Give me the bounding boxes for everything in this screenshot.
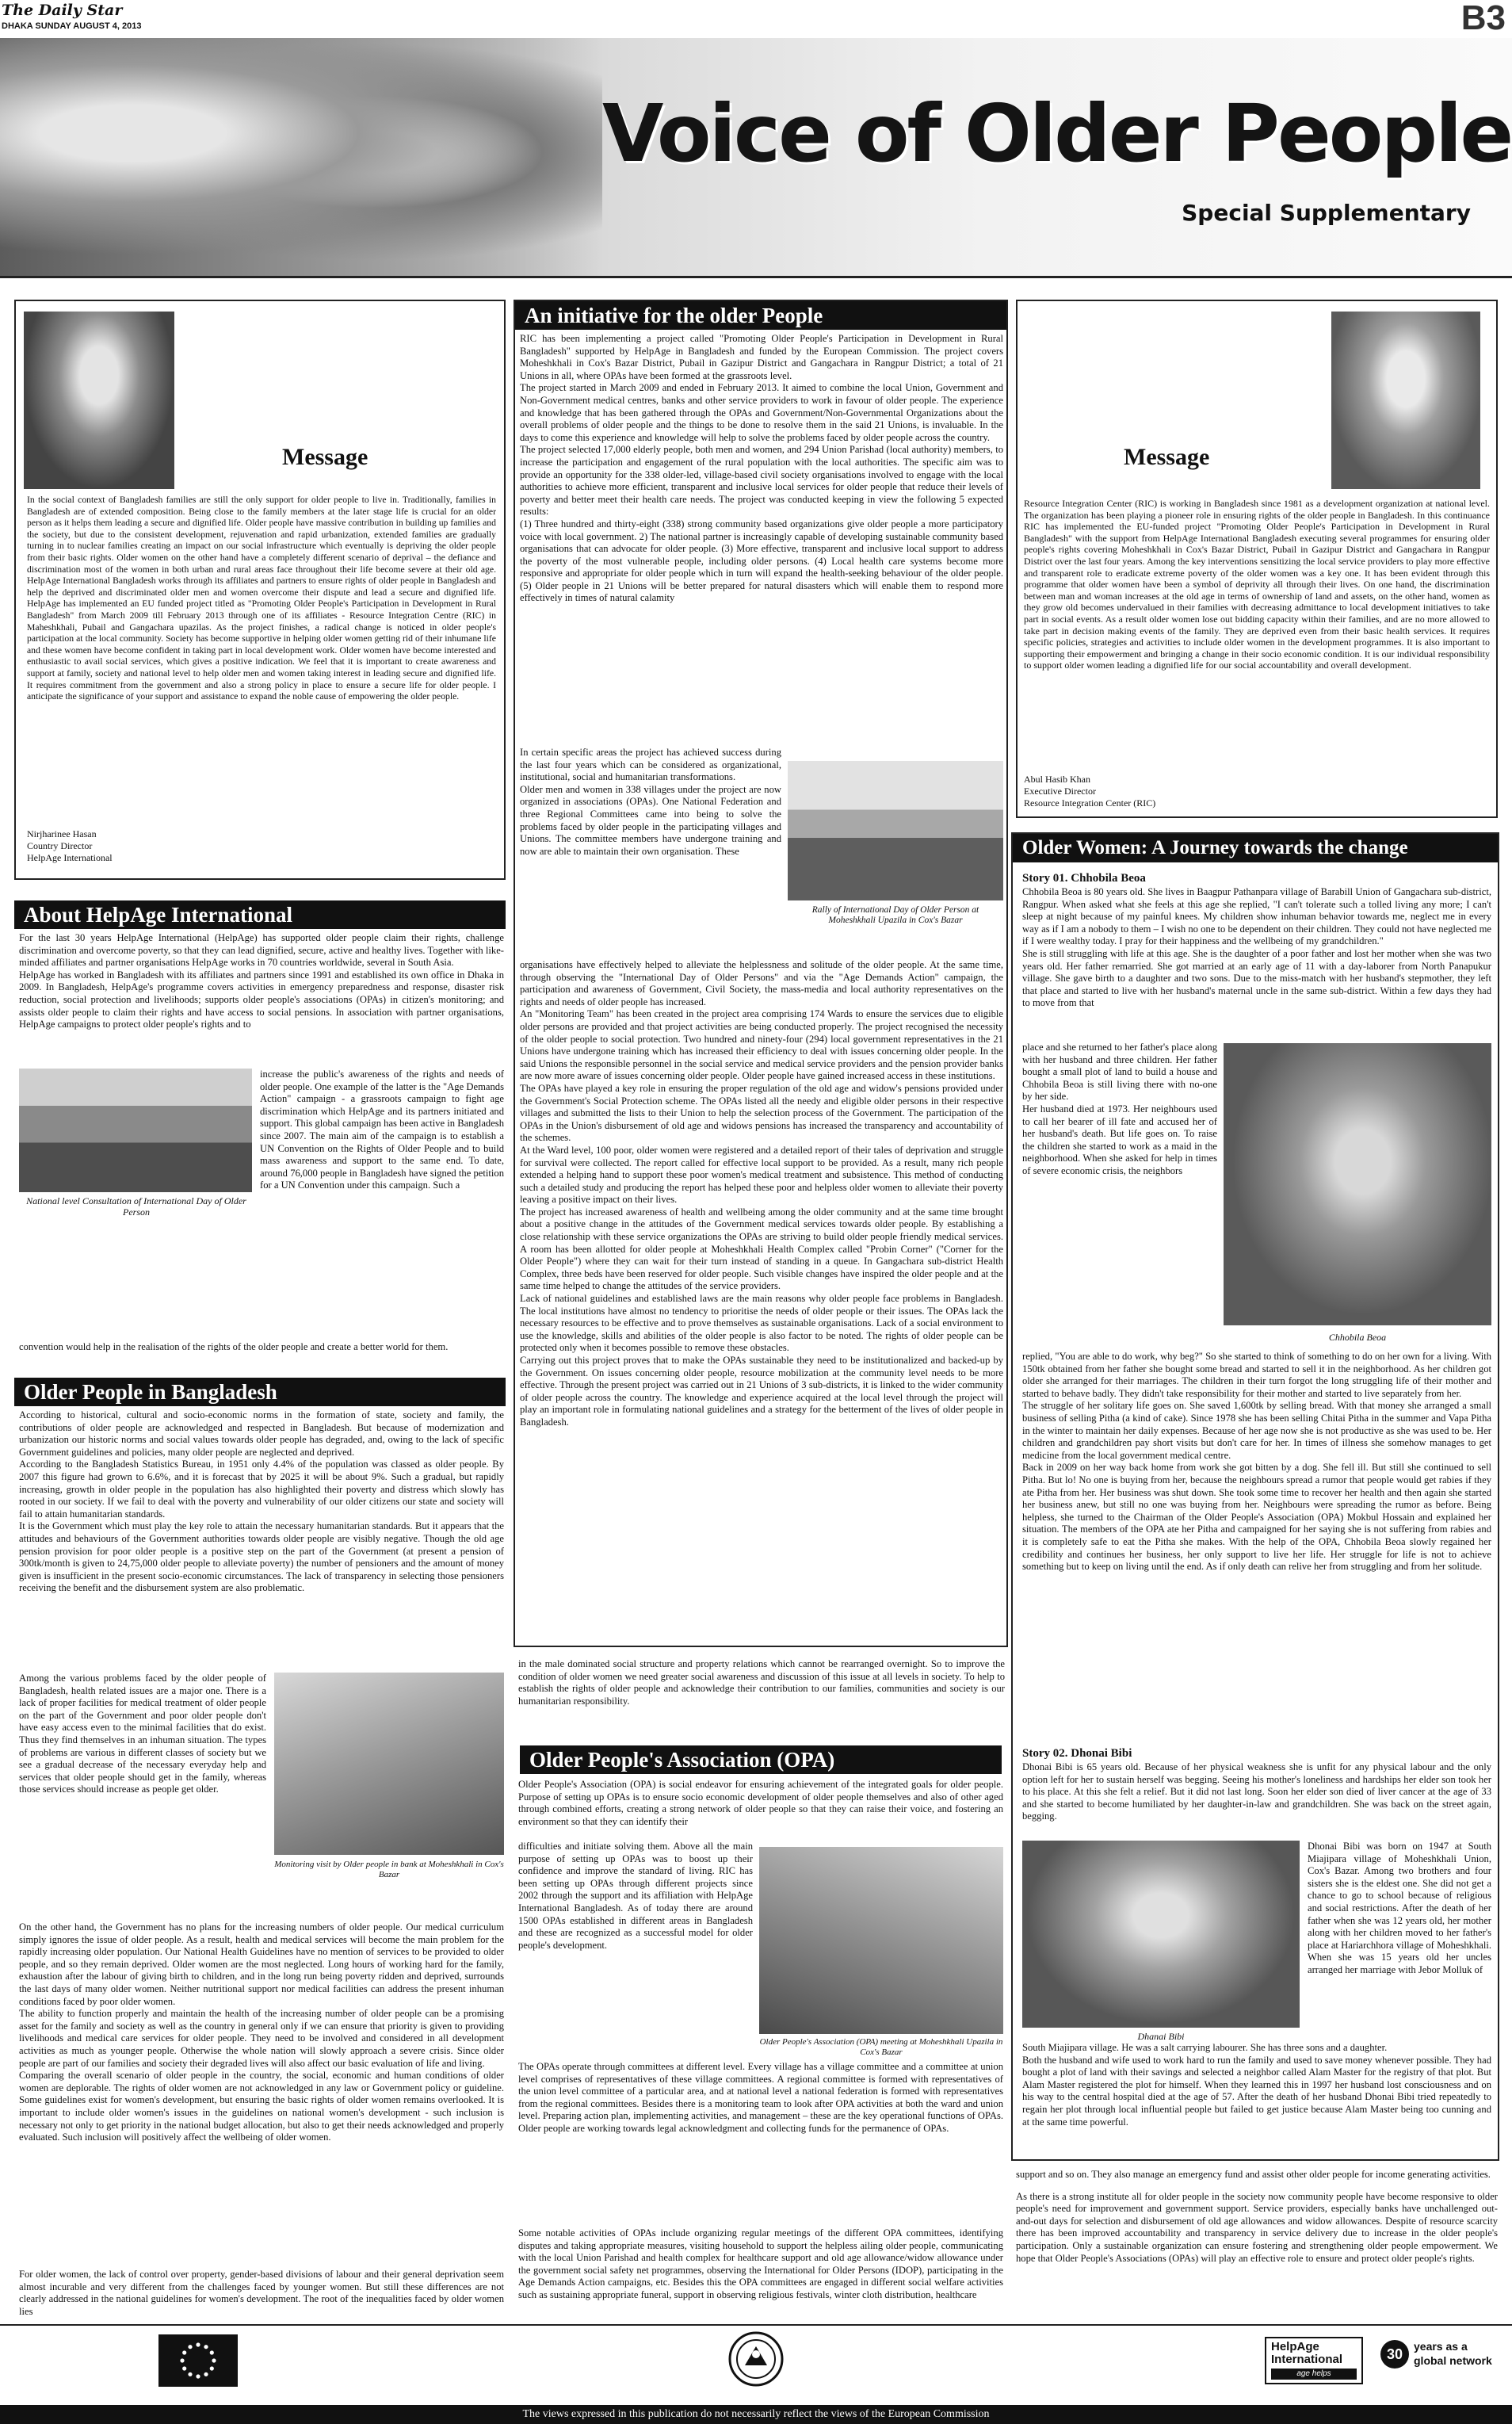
story1-paragraph: She is still struggling with life at this age. She is the daughter of a poor father and lost her mother when she was two years old. Her father remarried. She got married at an early age of 11 with a day-laborer from North Panapukur village. She gave birth to a daughter and two sons. Due to the miss-match with her husband's stepmother, they left that place and started to live with her husband's maternal uncle in the same sub-district. Within a few days they had to move from that [1022,947,1491,1009]
signature-title: Country Director [27,840,93,851]
initiative-paragraph: The project selected 17,000 elderly people, both men and women, and 294 Union Parishad (local authority) members, to increase the participation and engagement of the rural population with the local authorities. The specific aim was to provide an opportunity for the 338 older-led, village-based civil society organisations involved to engage with the local authorities to achieve more efficient, transparent and inclusive local services for older people that reduce their levels of poverty and better meet their health care needs. The project was conducted keeping in view the following 5 expected results: [520,444,1003,518]
about-heading: About HelpAge International [14,900,506,929]
older-bd-heading: Older People in Bangladesh [14,1378,506,1406]
message-left-body: In the social context of Bangladesh families are still the only support for older people to live in. Traditionally, families in Bangladesh are of extended composition. Being close to the family members at the later stage life is crucial for an older person as it helps them leading a secure and dignified life. Older people have massive contribution in building up families and the society, but due to the consistent development, rejuvenation and rapid urbanization, extended families are gradually turning in to nuclear families creating an impact on our social infrastructure which eventually is depriving the older people from their basic rights. Older women on the other hand have a completely different scenario of deprival – the defiance and discrimination most of the women in both urban and rural areas face throughout their life become severe at their old age. HelpAge International Bangladesh works through its affiliates and partners to ensure rights of older people in Bangladesh and help the deprived and discriminated older men and women overcome their dispute and lead a secure and dignified life. HelpAge has implemented an EU funded project titled as "Promoting Older People's Participation in Development in Rural Bangladesh" from March 2009 till February 2013 through one of its affiliates - Resource Integration Centre (RIC) in Maheshkhali, Pubail and Gangachara upazilas. As the project finishes, a radical change is noticed in older people's participation at the local community. Society has become supportive in helping older women getting rid of their inhumane life and these women have become confident in taking part in local development work. Older women have become interested and enthusiastic to avail social services, which gives a positive indication. We feel that it is important to create awareness and support at family, society and national level to help older men and women taking interest in leading secure and dignified life. It requires commitment from the government and also a strong policy in place to ensure a secure life for older people. I anticipate the significance of your support and assistance to expand the noble cause of empowering the older people. [27,495,496,702]
story2-body-bottom [1022,2042,1491,2153]
disclaimer-text: The views expressed in this publication do not necessarily reflect the views of the European Commission [522,2408,990,2420]
opa-continued [1016,2169,1498,2319]
initiative-paragraph: RIC has been implementing a project called "Promoting Older People's Participation in Development in Rural Bangladesh" supported by HelpAge in Bangladesh and funded by the European Commission. The project covers Moheshkhali in Cox's Bazar District, Pubail in Gazipur District and Gangachara in Rangpur District; a total of 21 Unions in all, where OPAs have been formed at the grassroots level. [520,333,1003,381]
opa-body-bottom: Some notable activities of OPAs include organizing regular meetings of the different OPA committees, identifying disputes and taking appropriate measures, visiting household to support the helpless ailing older people, communicating with the local Union Parishad and health complex for healthcare support and old age allowance/widow allowance under the government social safety net programmes, observing the International for Older Persons (IDOP), participating in the Age Demands Action campaigns, etc. Besides this the OPA committees are engaged in different social welfare activities such as sustaining appropriate funeral, support in observing religious festivals, winter cloth distribution, healthcare [518,2227,1003,2300]
older-bd-paragraph: According to historical, cultural and socio-economic norms in the formation of state, society and family, the contributions of older people are acknowledged and respected in Bangladesh. But because of modernization and urbanization our historic norms and social values towards older people has degraded, and, owing to the lack of specific Government guidelines and policies, many older people are neglected and deprived. [19,1409,504,1458]
signature-org: Resource Integration Center (RIC) [1024,797,1156,809]
caption-national-consultation: National level Consultation of International Day of Older Person [26,1195,246,1218]
story2-body-wrap: Dhonai Bibi was born on 1947 at South Miajipara village of Moheshkhali Union, Cox's Bazar. Among two brothers and four sisters she is the eldest one. She did not get a chance to go to school because of religious and social restrictions. After the death of her father when she was 12 years old, her mother along with her children moved to her father's place at Hariarchhora village of Moheshkhali. When she was 15 years old her uncles arranged her marriage with Jebor Molluk of [1308,1841,1491,1975]
about-body-end: convention would help in the realisation of the rights of the older people and create a better world for them. [19,1341,449,1352]
story1-paragraph: replied, "You are able to do work, why beg?" So she started to think of something to do on her own for a living. With 150tk obtained from her father she bought some bread and started to sell it in the neighborhood. As her children got older she arranged for their marriages. The children in their turn forgot the long struggling life of their mother and started to behave badly. They didn't take responsibility for their mother and started to live separately from her. [1022,1351,1491,1399]
story1-paragraph: Back in 2009 on her way back home from work she got bitten by a dog. She fell ill. But still she continued to sell Pitha. But lo! No one is buying from her, because the neighbours spread a rumor that people would get rabies if they ate Pitha from her. Her business was shut down. She took some time to recover her health and then again she started her business anew, but still no one was buying from her. Neighbours were spreading the rumor as before. Being helpless, she turned to the Chairman of the Older People's Association (OPA) Mokbul Hossain and explained her situation. The members of the OPA ate her Pitha and campaigned for her saying she is not suffering from rabies and it is completely safe to eat the Pitha she makes. With the help of the OPA, Chhobila Beoa slowly regained her credibility and continues her business, her only support to live her life. Her struggle for life is not to achieve something but to keep on living until the end. As if only death can relive her from struggling and from her solitude. [1022,1462,1491,1573]
helpage-tagline: age helps [1271,2369,1357,2380]
page-number: B3 [1460,0,1506,37]
initiative-paragraph: An "Monitoring Team" has been created in the project area comprising 174 Wards to ensure the services due to eligible older persons are provided and that project activities are being conducted properly. The project recognised the necessity of the older people to social protection. Two hundred and ninety-four (294) local government representatives in the 21 Unions have undergone training which has increased their efficiency to deal with issues concerning older people. In the said Unions the responsible personnel in the social service and medical service providers and the pension provider banks are now more aware of issues concerning older people. Older people have gained increased access in these institutions. [520,1008,1003,1082]
older-bd-body-top [19,1409,504,1671]
initiative-heading: An initiative for the older People [515,301,1006,330]
eu-flag-logo [158,2334,238,2387]
story1-body-bottom [1022,1351,1491,1734]
photo-dhonai-bibi [1022,1841,1300,2028]
story1-paragraph: Chhobila Beoa is 80 years old. She lives in Baagpur Pathanpara village of Barabill Union of Gangachara sub-district, Rangpur. When asked what she feels at this age she replied, "I can't tolerate such a tolled living any more; I can't sleep at night because of my painful knees. My children show inhuman behavior towards me, neglect me in every way as if I am a nobody to them – I wish no one to be dependent on their children. They could not have neglected me if I were wealthy today. I pray for their happiness and the wellbeing of my grandchildren." [1022,886,1491,947]
about-paragraph: For the last 30 years HelpAge International (HelpAge) has supported older people claim their rights, challenge discrimination and overcome poverty, so that they can lead dignified, secure, active and healthy lives. Together with like-minded affiliates and partner organisations HelpAge works in 70 countries worldwide, several in South Asia. [19,932,504,969]
initiative-body-bottom [520,959,1003,1641]
older-bd-body-wrap: Among the various problems faced by the older people of Bangladesh, health related issues are a major one. There is a lack of proper facilities for medical treatment of older people on the part of the Government and poor older people don't have easy access even to the minimal facilities that do exist. Thus they find themselves in an inhuman situation. The types of problems are various in different classes of society but we see a gradual decrease of the necessary everyday help and services that older people should get in the family, whereas those services should increase as people get older. [19,1673,266,1795]
opa-heading: Older People's Association (OPA) [520,1745,1002,1774]
initiative-paragraph: organisations have effectively helped to alleviate the helplessness and solitude of the older people. At the same time, through observing the "International Day of Older Persons" and via the "Age Demands Action" campaign, the participation and awareness of Government, Civil Society, the mass-media and local authority representatives on the rights and needs of older people has increased. [520,959,1003,1007]
initiative-paragraph: Older men and women in 338 villages under the project are now organized in associations (OPAs). One National Federation and three Regional Committees came into being to solve the problems faced by older people in the participating villages and Unions. The committee members have undergone training and now are able to maintain their own organisation. These [520,783,781,857]
initiative-paragraph: The OPAs have played a key role in ensuring the proper regulation of the old age and widow's pensions provided under the Government's Social Protection scheme. The OPAs listed all the needy and eligible older persons in their respective villages and submitted the lists to their Union to help the selection process of the Government. The participation of the OPAs in the Union's disbursement of old age and widows pensions has increased the transparency and accountability of the schemes. [520,1082,1003,1144]
story1-body-top [1022,886,1491,1042]
story1-body-wrap [1022,1042,1217,1351]
initiative-body-top [520,333,1003,747]
photo-rally [788,761,1003,900]
older-bd-paragraph: The ability to function properly and maintain the health of the increasing number of older people can be a promising asset for the family and society as well as the country in general only if we can ensure that priority is given to providing livelihoods and medical care services for older people. They need to be involved and considered in all development activities as much as younger people. Otherwise the whole nation will slowly approach a severe crisis. Since older people are part of our families and society their degraded lives will also affect our basic evaluation of life and living. [19,2008,504,2069]
story1-paragraph: The struggle of her solitary life goes on. She saved 1,600tk by selling bread. With that money she arranged a small business of selling Pitha (a kind of cake). Since 1978 she has been selling Chitai Pitha in the summer and Vapa Pitha in the winter to maintain her daily expenses. Because of her age now she is not productive as she was used to be. Her children and grandchildren pay short visits but don't care for her. In times of illness she somehow manages to get medicine from the local government medical centre. [1022,1400,1491,1461]
older-bd-body-last: For older women, the lack of control over property, gender-based divisions of labour and their general deprivation seem almost incurable and very different from the challenges faced by younger women. But still these differences are not clearly addressed in the national guidelines for women's development. The root of the inequalities faced by older women lies [19,2269,504,2317]
signature-title: Executive Director [1024,786,1096,797]
banner-photo-collage [0,38,602,276]
photo-chhobila-beoa [1224,1043,1491,1325]
signature-name: Nirjharinee Hasan [27,828,97,839]
banner [0,38,1512,276]
initiative-paragraph: The project started in March 2009 and ended in February 2013. It aimed to combine the local Union, Government and Non-Government medical centres, banks and other service providers to work in favour of older people. The experience and knowledge that has been gathered through the OPAs and Government/Non-Governmental Organizations about the overall problems of older people and the things to be done to resolve them in the said 21 Unions, is invaluable. In the days to come this experience and knowledge will help to solve the problems faced by older people across the country. [520,382,1003,443]
older-bd-continued: in the male dominated social structure and property relations which cannot be rearranged overnight. So to improve the condition of older women we need greater social awareness and discussion of this issue at all levels in society. To help to establish the rights of older people and acknowledge their contribution to our families, communities and society is our humanitarian responsibility. [518,1658,1005,1707]
about-body-top [19,932,504,1067]
photo-national-consultation [19,1069,252,1192]
portrait-nirjharinee-hasan [24,312,174,489]
story1-paragraph: place and she returned to her father's place along with her husband and three children. Her father bought a small plot of land to build a house and Chhobila Beoa is still living there with no-one by her side. [1022,1042,1217,1103]
eu-stars-icon [158,2334,238,2387]
older-bd-paragraph: On the other hand, the Government has no plans for the increasing numbers of older people. Our medical curriculum simply ignores the issue of older people. As a result, health and medical services will become the main problem for the rapidly increasing older population. Our National Health Guidelines have no mention of services to be provided to older people, and so they remain deprived. Older women are the most neglected. Long hours of working hard for the family, exhaustion after the labour of giving birth to children, and in the long run being poverty ridden and deprived, surrounds the last days of many older women. Neither nutritional support nor medical facilities can address the present inhuman conditions faced by poor older women. [19,1921,504,2007]
photo-monitoring-visit [274,1673,504,1855]
older-bd-paragraph: It is the Government which must play the key role to attain the necessary humanitarian standards. But it appears that the attitudes and behaviours of the Government authorities towards older people are visibly negative. Though the old age pension provision for poor older people is a positive step on the part of the Government (at present a pension of 300tk/month is given to 24,75,000 older people to alleviate poverty) the number of pensioners and the amount of money given is insufficient in the present socio-economic circumstances. The lack of transparency in selecting those pensioners receiving the benefit and the disbursement system are also problematic. [19,1520,504,1594]
newspaper-name: The Daily Star [2,2,123,19]
initiative-paragraph: (1) Three hundred and thirty-eight (338) strong community based organizations give older people a more participatory voice with local government. 2) The national partner is increasingly capable of developing sustainable community based organisations that can advocate for older people. (3) More effective, transparent and inclusive local support to address the poverty of the most vulnerable people, including older persons. (4) Local health care systems become more responsive and appropriate for older people which in turn will expand the health-seeking behaviour of the older people. (5) Older people in 21 Unions will be better prepared for natural disasters which will enable them to respond more effectively in times of natural calamity [520,518,1003,604]
photo-opa-meeting [759,1847,1003,2034]
years-text-line1: years as a [1414,2340,1468,2353]
opa-body-top: Older People's Association (OPA) is social endeavor for ensuring achievement of the integrated goals for older people. Purpose of setting up OPAs is to ensure socio economic development of older people themselves and also of other aged through combined efforts, creating a strong network of older people so that they can raise their voice, and fostering an environment so that they can identify their [518,1779,1003,1827]
signature-org: HelpAge International [27,852,113,863]
older-bd-paragraph: Comparing the overall scenario of older people in the country, the social, economic and human conditions of older women are deplorable. The rights of older women are not acknowledged in any law or Government policy or guideline. Some guidelines exist for women's development, but ensuring the basic rights of older women remains overlooked. It is important to include older women's issues in the guidelines on national women's development - such inclusion is necessary not only to get priority in the national budget allocation, but also to get their needs acknowledged and properly evaluated. Such inclusion will positively affect the wellbeing of older women. [19,2070,504,2143]
initiative-body-wrap [520,747,781,959]
older-bd-paragraph: According to the Bangladesh Statistics Bureau, in 1951 only 4.4% of the population was classed as older people. By 2007 this figure had grown to 6.6%, and it is forecast that by 2025 it will be about 9%. Such a gradual, but rapidly increasing, growth in older people in the population has also highlighted their poverty and distress which slowly has rooted in our society. If we fail to deal with the poverty and vulnerability of our older citizens our state and society will fail to attain humanitarian standards. [19,1459,504,1520]
message-left-signature [27,828,344,876]
story2-paragraph: South Miajipara village. He was a salt carrying labourer. She has three sons and a daughter. [1022,2042,1388,2053]
about-body-wrap: increase the public's awareness of the rights and needs of older people. One example of the latter is the "Age Demands Action" campaign - a grassroots campaign to fight age discrimination which HelpAge and its partners initiated and support. This global campaign has been active in Bangladesh since 2007. The main aim of the campaign is to establish a UN Convention on the Rights of Older People and to build mass awareness and support to the same end. To date, around 76,000 people in Bangladesh have signed the petition for a UN Convention under this campaign. Such a [260,1069,504,1191]
caption-chhobila-beoa: Chhobila Beoa [1328,1332,1387,1343]
message-right-signature [1024,774,1341,813]
caption-opa-meeting: Older People's Association (OPA) meeting at Moheshkhali Upazila in Cox's Bazar [759,2037,1003,2057]
dateline: DHAKA SUNDAY AUGUST 4, 2013 [2,21,142,31]
caption-dhonai-bibi: Dhanai Bibi [1137,2031,1185,2042]
message-left-heading: Message [282,444,368,470]
initiative-paragraph: At the Ward level, 100 poor, older women were registered and a detailed report of their tales of deprivation and struggle for survival were collected. The report called for effective local support to be provided. As a result, many rich people extended a helping hand to support these poor women's medical treatment and subsistence. This method of conducting such a detailed study and producing the report has helped these poor and helpless older women to alleviate their poverty leaving a positive impact on their lives. [520,1144,1003,1206]
older-bd-body-bottom [19,1921,504,2235]
initiative-paragraph: The project has increased awareness of health and wellbeing among the older community and at the same time brought about a positive change in the attitudes of the Government medical services towards older people. By establishing a close relationship with these service organizations the OPAs are striving to build older people friendly medical services. A room has been allotted for older people at Moheshkhali Health Complex called "Probin Corner" ("Corner for the Older People") where they can wait for their turn instead of standing in a queue. In Gangachara sub-district Health Complex, three beds have been reserved for older people. Such visible changes have inspired the older people and at the same time helped to change the attitudes of the service providers. [520,1206,1003,1292]
banner-divider [0,276,1512,278]
opa-body-wrap: difficulties and initiate solving them. Above all the main purpose of setting up OPAs was to boost up their confidence and improve the standard of living. RIC has been setting up OPAs through different projects since 2002 through the support and its affiliation with HelpAge International Bangladesh. As of today there are around 1500 OPAs established in different areas in Bangladesh and these are recognized as a successful model for older people's development. [518,1841,753,1951]
opa-body-mid: The OPAs operate through committees at different level. Every village has a village committee and a committee at union level comprises of representatives of these village committees. A regional committee is formed with representatives of the union level committee of a particular area, and at national level a national federation is formed with representatives from the regional committees. Besides there is a monitoring team to look after OPA activities at both the ward and union level. Preparing action plan, implementing activities, and management – these are the key operational functions of OPAs. Older people are working towards legal acknowledgment and collecting funds for the permanence of OPAs. [518,2061,1003,2134]
initiative-paragraph: Carrying out this project proves that to make the OPAs sustainable they need to be institutionalized and backed-up by the Government. On issues concerning older people, resource mobilization at the community level needs to be more effective. Through the present project was carried out in 21 Unions of 3 sub-districts, it is linked to the wider community of older people across the country. The knowledge and experience acquired at the local level through the project will play an important role in formulating national guidelines and a strategy for the betterment of the lives of older people in Bangladesh. [520,1355,1003,1428]
story1-paragraph: Her husband died at 1973. Her neighbours used to call her bearer of ill fate and accused her of her husband's death. But life goes on. To raise the children she started to work as a maid in the neighborhood. When she asked for help in times of severe economic crisis, the neighbors [1022,1103,1217,1176]
caption-monitoring-visit: Monitoring visit by Older people in bank at Moheshkhali in Cox's Bazar [274,1860,504,1879]
story2-body-top: Dhonai Bibi is 65 years old. Because of her physical weakness she is unfit for any physical labour and the only option left for her to sustain herself was begging. Seeing his mother's loneliness and hardships her elder son took her to his place. At this she felt a relief. But it did not last long. Soon her elder son died of liver cancer at the age of 33 and she started to become humiliated by her daughter-in-law and grandchildren. She was back on the street again, begging. [1022,1761,1491,1822]
masthead [0,0,1512,38]
caption-rally: Rally of International Day of Older Person at Moheshkhali Upazila in Cox's Bazar [811,905,979,925]
ric-seal-icon [727,2330,785,2388]
initiative-paragraph: Lack of national guidelines and established laws are the main reasons why older people face problems in Bangladesh. The local institutions have almost no tendency to prioritise the needs of older people or their issues. The OPAs lack the necessary resources to be effective and to prove themselves as sustainable organisations. Lack of a social environment to use the knowledge, skills and abilities of the older people is also factor to be noted. The rights of older people can be protected only when it becomes possible to remove these obstacles. [520,1293,1003,1354]
opa-continued-paragraph: support and so on. They also manage an emergency fund and assist other older people for income generating activities. [1016,2169,1491,2180]
banner-subtitle: Special Supplementary [1182,200,1471,226]
helpage-logo-line2: International [1271,2353,1343,2366]
ric-emblem-logo [727,2330,785,2388]
helpage-logo [1265,2337,1363,2384]
message-right-heading: Message [1124,444,1210,470]
years-badge [1380,2337,1507,2384]
older-women-heading: Older Women: A Journey towards the change [1013,834,1498,862]
story2-title: Story 02. Dhonai Bibi [1022,1747,1132,1760]
initiative-paragraph: In certain specific areas the project has achieved success during the last four years which can be considered as organizational, institutional, social and humanitarian transformations. [520,747,781,783]
years-number: 30 [1380,2340,1409,2369]
message-right-body: Resource Integration Center (RIC) is working in Bangladesh since 1981 as a development organization at national level. The organization has been playing a pioneer role in ensuring rights of the older people in Bangladesh. In this continuance RIC has implemented the EU-funded project "Promoting Older People's Participation in Development in Rural Bangladesh" with the support from HelpAge International Bangladesh executing several programmes for ensuring older people's rights covering Moheshkhali in Cox's Bazar District, Pubail in Gazipur District and Gangachara in Rangpur District over the last four years. Among the key interventions sensitizing the local service providers to play more effective and transparent role to eradicate extreme poverty of the older women was a key one. It has been evident through this programme that older women have been a symbol of deprivity all through their lives. On one hand, the discrimination between man and woman increases at the old age in terms of ownership of land and assets, on the other hand, women as they grow old becomes undervalued in their families with decreasing admittance to local development initiatives to take part in social events. As a result older women lose out bidding capacity within their families, and are no more allowed to take part in decision making events of the family. They are deprived even from their basic health services. It requires specific policies, strategies and activities to include older women in the development programmes. It is also important to supporting their empowerment and bringing a change in their socio economic condition. It is our individual responsibility to support older women leading a dignified life for our social accountability and overall development. [1024,498,1490,671]
story2-paragraph: Both the husband and wife used to work hard to run the family and used to save money whenever possible. They had bought a plot of land with their savings and selected a neighbor called Alam Master for the registry of that plot. But Alam Master registered the plot for himself. When they learned this in 1997 her husband lost consciousness and on his way to the central hospital died at the age of 57. After the death of her husband Dhonai Bibi tried repeatedly to regain her plot through local influential people but failed to get justice because Alam Master being too cunning and at the same time powerful. [1022,2054,1491,2128]
opa-continued-paragraph: As there is a strong institute all for older people in the society now community people have become responsive to older people's need for improvement and government support. Service providers, especially banks have unchallenged out-and-out days for selection and disbursement of old age allowances and widow allowances. Despite of resource scarcity there has been improved accountability and transparency in service delivery due to increase in the older people's participation. Only a sustainable organization can ensure fostering and strengthening older people empowerment. We hope that Older People's Associations (OPAs) will play an effective role to ensure and protect older people's rights. [1016,2190,1498,2264]
helpage-logo-line1: HelpAge [1271,2340,1319,2353]
banner-title: Voice of Older People [602,87,1512,180]
footer-rule [0,2324,1512,2326]
story1-title: Story 01. Chhobila Beoa [1022,872,1146,885]
portrait-abul-hasib-khan [1331,312,1480,489]
years-text-line2: global network [1414,2354,1492,2367]
about-paragraph: HelpAge has worked in Bangladesh with its affiliates and partners since 1991 and established its own office in Dhaka in 2009. In Bangladesh, HelpAge's programme covers activities in emergency preparedness and response, disaster risk reduction, social protection and livelihoods; supports older people's associations (OPAs) in citizen's monitoring; and assists older people to claim their rights and have access to social pensions. In association with partner organisations, HelpAge campaigns to protect older people's rights and to [19,969,504,1030]
signature-name: Abul Hasib Khan [1024,774,1090,785]
